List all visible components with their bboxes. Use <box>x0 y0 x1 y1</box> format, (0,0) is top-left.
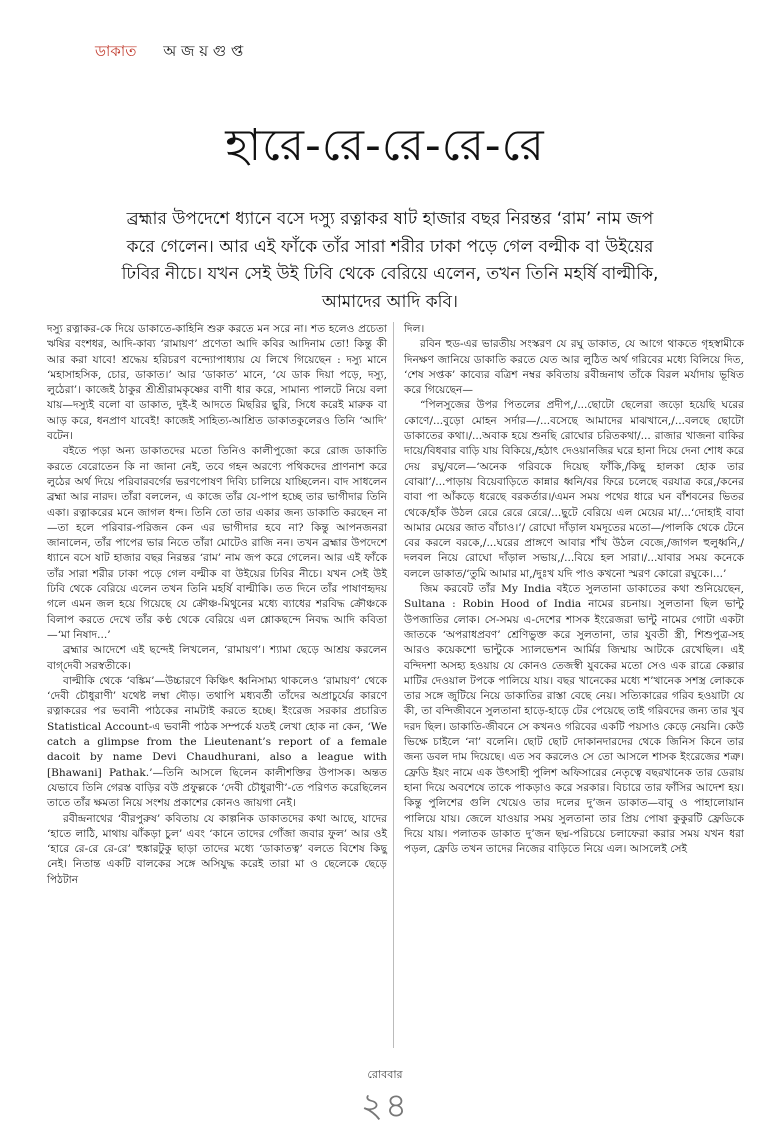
paragraph: বইতে পড়া অন্য ডাকাতদের মতো তিনিও কালীপুজো করে রোজ ডাকাতি করতে বেরোতেন কি না জানা নেই, তবে গহন অরণ্যে পথিকদের প্রাণনাশ করে লুঠের অর্থ দিয়ে পরিবারবর্গের ভরণপোষণ দিব্যি চালিয়ে যাচ্ছিলেন। বাদ সাধলেন ব্রহ্মা আর নারদ। তাঁরা বললেন, এ কাজে তাঁর যে-পাপ হচ্ছে তার ভাগীদার তিনি একা। রত্নাকরের মনে জাগল ধন্দ। তিনি তো তার একার জন্য ডাকাতি করছেন না—তা হলে পরিবার-পরিজন কেন এর ভাগীদার হবে না? কিন্তু আপনজনরা জানালেন, তাঁর পাপের ভার নিতে তাঁরা মোটেও রাজি নন। তখন ব্রহ্মার উপদেশে ধ্যানে বসে ষাট হাজার বছর নিরন্তর ‘রাম’ নাম জপ করে গেলেন। আর এই ফাঁকে তাঁর সারা শরীর ঢাকা পড়ে গেল বল্মীক বা উইয়ের ঢিবির নীচে। যখন সেই উই ঢিবি থেকে বেরিয়ে এলেন তখন তিনি মহর্ষি বাল্মীকি। তত দিনে তাঁর পাষাণহৃদয় গলে এমন জল হয়ে গিয়েছে যে ক্রৌঞ্চ-মিথুনের মধ্যে ব্যাধের শরবিদ্ধ ক্রৌঞ্চকে বিলাপ করতে দেখে তাঁর কণ্ঠ থেকে বেরিয়ে এল শ্লোকছন্দে নিবদ্ধ আদি কবিতা—‘মা নিষাদ...’ <box>47 445 387 641</box>
paragraph: রবিন হুড-এর ভারতীয় সংস্করণ যে রঘু ডাকাত, যে আগে থাকতে গৃহস্বামীকে দিনক্ষণ জানিয়ে ডাকাতি করতে যেত আর লুঠিত অর্থ গরিবের মধ্যে বিলিয়ে দিত, ‘শেষ সপ্তক’ কাব্যের বত্রিশ নম্বর কবিতায় রবীন্দ্রনাথ তাঁকে বিরল মর্যাদায় ভূষিত করে গিয়েছেন— <box>404 338 744 397</box>
article-header <box>95 40 243 65</box>
left-column <box>47 322 387 888</box>
paragraph: রবীন্দ্রনাথের ‘বীরপুরুষ’ কবিতায় যে কাল্পনিক ডাকাতদের কথা আছে, যাদের ‘হাতে লাঠি, মাথায় ঝাঁকড়া চুল’ এবং ‘কানে তাদের গোঁজা জবার ফুল’ আর ওই ‘হারে রে-রে রে-রে’ হুঙ্কারটুকু ছাড়া তাদের মধ্যে ‘ডাকাতত্ব’ বলতে বিশেষ কিছু নেই। নিতান্ত একটি বালকের সঙ্গে অসিযুদ্ধ করেই তারা মা ও ছেলেকে ছেড়ে পিঠটান <box>47 812 387 886</box>
page-number: ২৪ <box>360 1086 410 1126</box>
right-column <box>404 322 744 857</box>
paragraph: জিম করবেট তাঁর My India বইতে সুলতানা ডাকাতের কথা শুনিয়েছেন, Sultana : Robin Hood of India নামের রচনায়। সুলতানা ছিল ভান্টু উপজাতির লোক। সে-সময় এ-দেশের শাসক ইংরেজরা ভান্টু নামের গোটা একটা জাতকে ‘অপরাধপ্রবণ’ শ্রেণিভুক্ত করে সুলতানা, তার যুবতী স্ত্রী, শিশুপুত্র-সহ আরও কয়েকশো ভান্টুকে স্যালভেশন আর্মির জিম্মায় আটকে রেখেছিল। এই বন্দিদশা অসহ্য হওয়ায় যে কোনও তেজস্বী যুবকের মতো সেও এক রাত্রে কেল্লার মাটির দেওয়াল টপকে পালিয়ে যায়। বছর খানেকের মধ্যে শ’খানেক সশস্ত্র লোককে তার সঙ্গে জুটিয়ে নিয়ে ডাকাতির রাস্তা বেছে নেয়। সত্যিকারের গরিব হওয়াটা যে কী, তা বন্দিজীবনে সুলতানা হাড়ে-হাড়ে টের পেয়েছে তাই গরিবদের জন্য তার খুব দরদ ছিল। ডাকাতি-জীবনে সে কখনও গরিবের একটি পয়সাও কেড়ে নেয়নি। কেউ ভিক্ষে চাইলে ‘না’ বলেনি। ছোট ছোট দোকানদারদের থেকে জিনিস কিনে তার জন্য ডবল দাম দিয়েছে। এত সব করলেও সে তো আসলে শাসক ইংরেজের শত্রু। ফ্রেডি ইয়ং নামে এক উৎসাহী পুলিশ অফিসারের নেতৃত্বে বছরখানেক তার ডেরায় হানা দিয়ে অবশেষে তাকে পাকড়াও করে সরকার। বিচারে তার ফাঁসির আদেশ হয়। কিন্তু পুলিশের গুলি খেয়েও তার দলের দু’জন ডাকাত—বাবু ও পাহালোয়ান পালিয়ে যায়। জেলে যাওয়ার সময় সুলতানা তার প্রিয় পোষা কুকুরটি ফ্রেডিকে দিয়ে যায়। পলাতক ডাকাত দু’জন ছদ্ম-পরিচয়ে চলাফেরা করার সময় যখন ধরা পড়ল, ফ্রেডি তখন তাদের নিজের বাড়িতে নিয়ে এল। আসলেই সেই <box>404 583 744 856</box>
poem-quote: “পিলসুজের উপর পিতলের প্রদীপ,/...ছোটো ছেলেরা জড়ো হয়েছি ঘরের কোণে/...বুড়ো মোহন সর্দার—/...বসেছে আমাদের মাঝখানে,/...বলছে ছোটো ডাকাতের কথা।/...অবাক হয়ে শুনছি রোঘোর চরিতকথা/... রাজার খাজনা বাকির দায়ে/বিধবার বাড়ি যায় বিকিয়ে,/হঠাৎ দেওয়ানজির ঘরে হানা দিয়ে দেনা শোধ করে দেয় রঘু/বলে—‘অনেক গরিবকে দিয়েছ ফাঁকি,/কিছু হালকা হোক তার বোঝা’/...পাড়ায় বিয়েবাড়িতে কান্নার ধ্বনি/বর ফিরে চলেছে বরযাত্র করে,/কনের বাবা পা আঁকড়ে ধরেছে বরকর্তার।/এমন সময় পথের ধারে ঘন বাঁশবনের ভিতর থেকে/হাঁক উঠল রেরে রেরে রেরে/...ছুটে বেরিয়ে এল মেয়ের মা/...‘দোহাই বাবা আমার মেয়ের জাত বাঁচাও।’/ রোঘো দাঁড়াল যমদূতের মতো—/পালকি থেকে টেনে বের করলে বরকে,/...ঘরের প্রাঙ্গণে আবার শাঁখ উঠল বেজে,/জাগল হুলুধ্বনি,/দলবল নিয়ে রোঘো দাঁড়াল সভায়,/...বিয়ে হল সারা।/...যাবার সময় কনেকে বললে ডাকাত/‘তুমি আমার মা,/দুঃখ যদি পাও কখনো স্মরণ কোরো রঘুকে।...’ <box>404 399 744 580</box>
article-title: হারে-রে-রে-রে-রে <box>225 120 545 171</box>
footer-day: রোববার <box>367 1068 403 1081</box>
paragraph: বাল্মীকি থেকে ‘বঙ্কিম’—উচ্চারণে কিঞ্চিৎ ধ্বনিসাম্য থাকলেও ‘রামায়ণ’ থেকে ‘দেবী চৌধুরাণী’ যথেষ্ট লম্বা দৌড়। তথাপি মধ্যবর্তী তাঁদের অপ্রাচুর্যের কারণে রত্নাকরের পর ভবানী পাঠকের নামটাই করতে হচ্ছে। ইংরেজ সরকার প্রচারিত Statistical Account-এ ভবানী পাঠক সম্পর্কে যতই লেখা হোক না কেন, ‘We catch a glimpse from the Lieutenant’s report of a female dacoit by name Devi Chaudhurani, also a league with [Bhawani] Pathak.’—তিনি আসলে ছিলেন কালীশক্তির উপাসক। অন্তত যেভাবে তিনি গেরস্ত বাড়ির বউ প্রফুল্লকে ‘দেবী চৌধুরাণী’-তে পরিণত করেছিলেন তাতে তাঁর ক্ষমতা নিয়ে সংশয় প্রকাশের কোনও জায়গা নেই। <box>47 674 387 810</box>
section-label: ডাকাত <box>95 42 137 60</box>
article-intro: ব্রহ্মার উপদেশে ধ্যানে বসে দস্যু রত্নাকর ষাট হাজার বছর নিরন্তর ‘রাম’ নাম জপ করে গেলেন। আর এই ফাঁকে তাঁর সারা শরীর ঢাকা পড়ে গেল বল্মীক বা উইয়ের ঢিবির নীচে। যখন সেই উই ঢিবি থেকে বেরিয়ে এলেন, তখন তিনি মহর্ষি বাল্মীকি, আমাদের আদি কবি। <box>121 209 659 312</box>
author-name: অ জ য় গু প্ত <box>163 42 244 60</box>
paragraph: ব্রহ্মার আদেশে এই ছন্দেই লিখলেন, ‘রামায়ণ’। শ্যামা ছেড়ে আশ্রয় করলেন বাগ্‌দেবী সরস্বতীকে। <box>47 644 387 672</box>
paragraph: দস্যু রত্নাকর-কে দিয়ে ডাকাতে-কাহিনি শুরু করতে মন সরে না। শত হলেও প্রচেতা ঋষির বংশধর, আদি-কাব্য ‘রামায়ণ’ প্রণেতা আদি কবির আদিনাম তো! কিন্তু কী আর করা যাবে! শ্রদ্ধেয় হরিচরণ বন্দ্যোপাধ্যায় যে লিখে গিয়েছেন : দস্যু মানে ‘মহাসাহসিক, চোর, ডাকাত।’ আর ‘ডাকাত’ মানে, ‘যে ডাক দিয়া পড়ে, দস্যু, লুঠেরা’। কাজেই ঠাকুর শ্রীশ্রীরামকৃষ্ণের বাণী ধার করে, সামান্য পালটে নিয়ে বলা যায়—দস্যুই বলো বা ডাকাত, দুই-ই আদতে মিছরির ছুরি, সিধে করেই মারুক বা আড় করে, ধনপ্রাণ যাবেই! কাজেই সাহিত্য-আশ্রিত ডাকাতকুলেরও তিনি ‘আদি’ বটেন। <box>47 323 387 443</box>
paragraph: দিল। <box>404 323 425 335</box>
column-divider <box>393 322 394 1048</box>
